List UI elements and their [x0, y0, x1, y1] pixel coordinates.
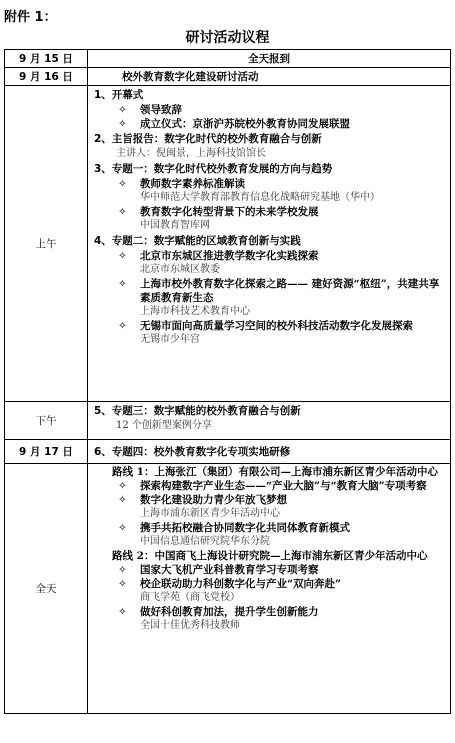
- speaker: 主讲人：倪闽景，上海科技馆馆长: [116, 148, 266, 159]
- list-item: ✧ 校企联动助力科创数字化与产业“双向奔赴”: [118, 578, 342, 590]
- section-title: 2、主旨报告：数字化时代的校外教育融合与创新: [94, 133, 322, 145]
- organizer: 商飞学苑（商飞党校）: [140, 592, 240, 603]
- organizer: 上海市浦东新区青少年活动中心: [140, 508, 280, 519]
- content-cell: 全天报到: [88, 50, 451, 68]
- list-item: ✧ 领导致辞: [118, 104, 182, 116]
- list-item: ✧ 数字化建设助力青少年放飞梦想: [118, 494, 287, 506]
- date-cell: 9 月 16 日: [5, 68, 88, 86]
- list-item: ✧ 北京市东城区推进教学数字化实践探索: [118, 250, 319, 262]
- section-title: 5、专题三：数字赋能的校外教育融合与创新: [94, 405, 301, 417]
- list-item: ✧ 教育数字化转型背景下的未来学校发展: [118, 206, 319, 218]
- section-title: 1、开幕式: [94, 89, 144, 101]
- content-cell: 校外教育数字化建设研讨活动: [88, 68, 451, 86]
- list-item: ✧ 教师数字素养标准解读: [118, 178, 245, 190]
- organizer: 华中师范大学教育部教育信息化战略研究基地（华中）: [140, 192, 380, 203]
- period-cell: 上午: [5, 86, 88, 402]
- diamond-icon: ✧: [118, 250, 127, 262]
- organizer: 中国教育智库网: [140, 220, 210, 231]
- organizer: 全国十佳优秀科技教师: [140, 620, 240, 631]
- content-cell: [88, 402, 451, 440]
- diamond-icon: ✧: [118, 480, 127, 492]
- route-title: 路线 2：中国商飞上海设计研究院—上海市浦东新区青少年活动中心: [112, 550, 428, 562]
- section-title: 3、专题一：数字化时代校外教育发展的方向与趋势: [94, 163, 333, 175]
- table-row: [5, 50, 451, 68]
- diamond-icon: ✧: [118, 578, 127, 590]
- diamond-icon: ✧: [118, 118, 127, 130]
- diamond-icon: ✧: [118, 320, 127, 332]
- table-row: [5, 402, 451, 440]
- list-item: ✧ 成立仪式：京浙沪苏皖校外教育协同发展联盟: [118, 118, 350, 130]
- diamond-icon: ✧: [118, 178, 127, 190]
- route-title: 路线 1：上海张江（集团）有限公司—上海市浦东新区青少年活动中心: [112, 466, 438, 478]
- date-cell: 9 月 15 日: [5, 50, 88, 68]
- list-item: ✧ 携手共拓校融合协同数字化共同体教育新模式: [118, 522, 350, 534]
- section-title: 4、专题二：数字赋能的区域教育创新与实践: [94, 235, 301, 247]
- organizer: 中国信息通信研究院华东分院: [140, 536, 270, 547]
- organizer: 无锡市少年宫: [140, 334, 200, 345]
- case-count: 12 个创新型案例分享: [116, 420, 212, 431]
- agenda-table: [4, 49, 451, 714]
- page-title: 研讨活动议程: [185, 30, 270, 46]
- attachment-label: 附件 1：: [4, 10, 57, 25]
- diamond-icon: ✧: [118, 278, 127, 290]
- diamond-icon: ✧: [118, 564, 127, 576]
- diamond-icon: ✧: [118, 522, 127, 534]
- table-row: [5, 68, 451, 86]
- content-cell: [88, 464, 451, 714]
- organizer: 上海市科技艺术教育中心: [140, 306, 250, 317]
- content-cell: 6、专题四：校外教育数字化专项实地研修: [88, 440, 451, 464]
- list-item: ✧ 无锡市面向高质量学习空间的校外科技活动数字化发展探索: [118, 320, 413, 332]
- list-item: ✧ 探索构建数字产业生态——“产业大脑”与“教育大脑”专项考察: [118, 480, 427, 492]
- organizer: 北京市东城区教委: [140, 264, 220, 275]
- table-row: [5, 86, 451, 402]
- content-cell: [88, 86, 451, 402]
- diamond-icon: ✧: [118, 606, 127, 618]
- date-cell: 9 月 17 日: [5, 440, 88, 464]
- list-item: ✧ 上海市校外教育数字化探索之路—— 建好资源“枢纽”，共建共享素质教育新生态: [118, 278, 440, 304]
- period-cell: 全天: [5, 464, 88, 714]
- list-item: ✧ 国家大飞机产业科普教育学习专项考察: [118, 564, 319, 576]
- diamond-icon: ✧: [118, 494, 127, 506]
- table-row: [5, 440, 451, 464]
- diamond-icon: ✧: [118, 206, 127, 218]
- table-row: [5, 464, 451, 714]
- diamond-icon: ✧: [118, 104, 127, 116]
- period-cell: 下午: [5, 402, 88, 440]
- list-item: ✧ 做好科创教育加法，提升学生创新能力: [118, 606, 319, 618]
